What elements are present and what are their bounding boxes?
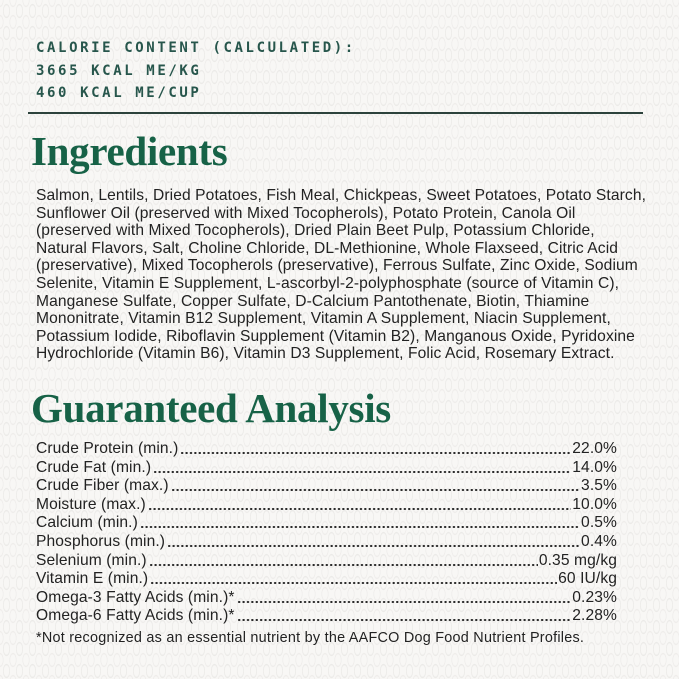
- guaranteed-analysis-table: [36, 440, 617, 626]
- dot-leader: [237, 607, 572, 626]
- analysis-row-label: Omega-6 Fatty Acids (min.)*: [36, 607, 235, 625]
- dot-leader: [150, 570, 557, 589]
- calorie-kcal-per-kg: 3665 KCAL ME/KG: [36, 62, 202, 79]
- analysis-row-value: 14.0%: [572, 458, 617, 476]
- section-divider: [28, 112, 643, 114]
- analysis-row-label: Phosphorus (min.): [36, 532, 166, 550]
- ingredients-heading: Ingredients: [31, 128, 228, 174]
- analysis-row-value: 60 IU/kg: [558, 570, 617, 588]
- analysis-row-label: Omega-3 Fatty Acids (min.)*: [36, 588, 235, 606]
- dot-leader: [153, 459, 571, 478]
- analysis-row-selenium: [36, 552, 617, 571]
- analysis-row-label: Crude Protein (min.): [36, 440, 179, 457]
- analysis-row-label: Moisture (max.): [36, 495, 146, 513]
- calorie-content-title: CALORIE CONTENT (CALCULATED):: [36, 40, 356, 56]
- dot-leader: [167, 533, 580, 552]
- analysis-row-label: Crude Fat (min.): [36, 458, 152, 476]
- ingredients-text: Salmon, Lentils, Dried Potatoes, Fish Meal, Chickpeas, Sweet Potatoes, Potato Starch, Sunflower Oil (preserved with Mixed Tocopherols), Potato Protein, Canola Oil (preserved with Mixed Tocopherols), Dried Plain Beet Pulp, Potassium Chloride, Natural Flavors, Salt, Choline Chloride, DL-Methionine, Whole Flaxseed, Citric Acid (preservative), Mixed Tocopherols (preservative), Ferrous Sulfate, Zinc Oxide, Sodium Selenite, Vitamin E Supplement, L-ascorbyl-2-polyphosphate (source of Vitamin C), Manganese Sulfate, Copper Sulfate, D-Calcium Pantothenate, Biotin, Thiamine Mononitrate, Vitamin B12 Supplement, Vitamin A Supplement, Niacin Supplement, Potassium Iodide, Riboflavin Supplement (Vitamin B2), Manganous Oxide, Pyridoxine Hydrochloride (Vitamin B6), Vitamin D3 Supplement, Folic Acid, Rosemary Extract.: [36, 187, 647, 363]
- analysis-row-crude-fiber: [36, 477, 617, 496]
- analysis-row-label: Selenium (min.): [36, 551, 147, 569]
- analysis-row-value: 2.28%: [572, 607, 617, 625]
- analysis-row-value: 10.0%: [572, 495, 617, 513]
- dot-leader: [149, 552, 538, 571]
- dot-leader: [237, 589, 572, 608]
- analysis-row-crude-fat: [36, 459, 617, 478]
- dot-leader: [180, 440, 571, 459]
- analysis-row-value: 3.5%: [581, 477, 617, 495]
- analysis-row-value: 0.23%: [572, 588, 617, 606]
- guaranteed-analysis-heading: Guaranteed Analysis: [31, 385, 391, 431]
- analysis-row-omega-6: [36, 607, 617, 626]
- analysis-row-omega-3: [36, 589, 617, 608]
- analysis-row-calcium: [36, 514, 617, 533]
- analysis-row-value: 22.0%: [572, 440, 617, 457]
- analysis-row-value: 0.35 mg/kg: [538, 551, 617, 569]
- analysis-row-moisture: [36, 496, 617, 515]
- analysis-row-vitamin-e: [36, 570, 617, 589]
- dot-leader: [148, 496, 571, 515]
- calorie-kcal-per-cup: 460 KCAL ME/CUP: [36, 85, 202, 101]
- dot-leader: [140, 514, 580, 533]
- analysis-footnote: *Not recognized as an essential nutrient by the AAFCO Dog Food Nutrient Profiles.: [36, 630, 585, 646]
- analysis-row-label: Vitamin E (min.): [36, 570, 149, 588]
- analysis-row-label: Crude Fiber (max.): [36, 477, 169, 495]
- analysis-row-phosphorus: [36, 533, 617, 552]
- calorie-content-section: [36, 37, 356, 105]
- analysis-row-crude-protein: [36, 440, 617, 459]
- analysis-row-value: 0.4%: [581, 532, 617, 550]
- analysis-row-label: Calcium (min.): [36, 514, 138, 532]
- analysis-row-value: 0.5%: [581, 514, 617, 532]
- dot-leader: [171, 477, 580, 496]
